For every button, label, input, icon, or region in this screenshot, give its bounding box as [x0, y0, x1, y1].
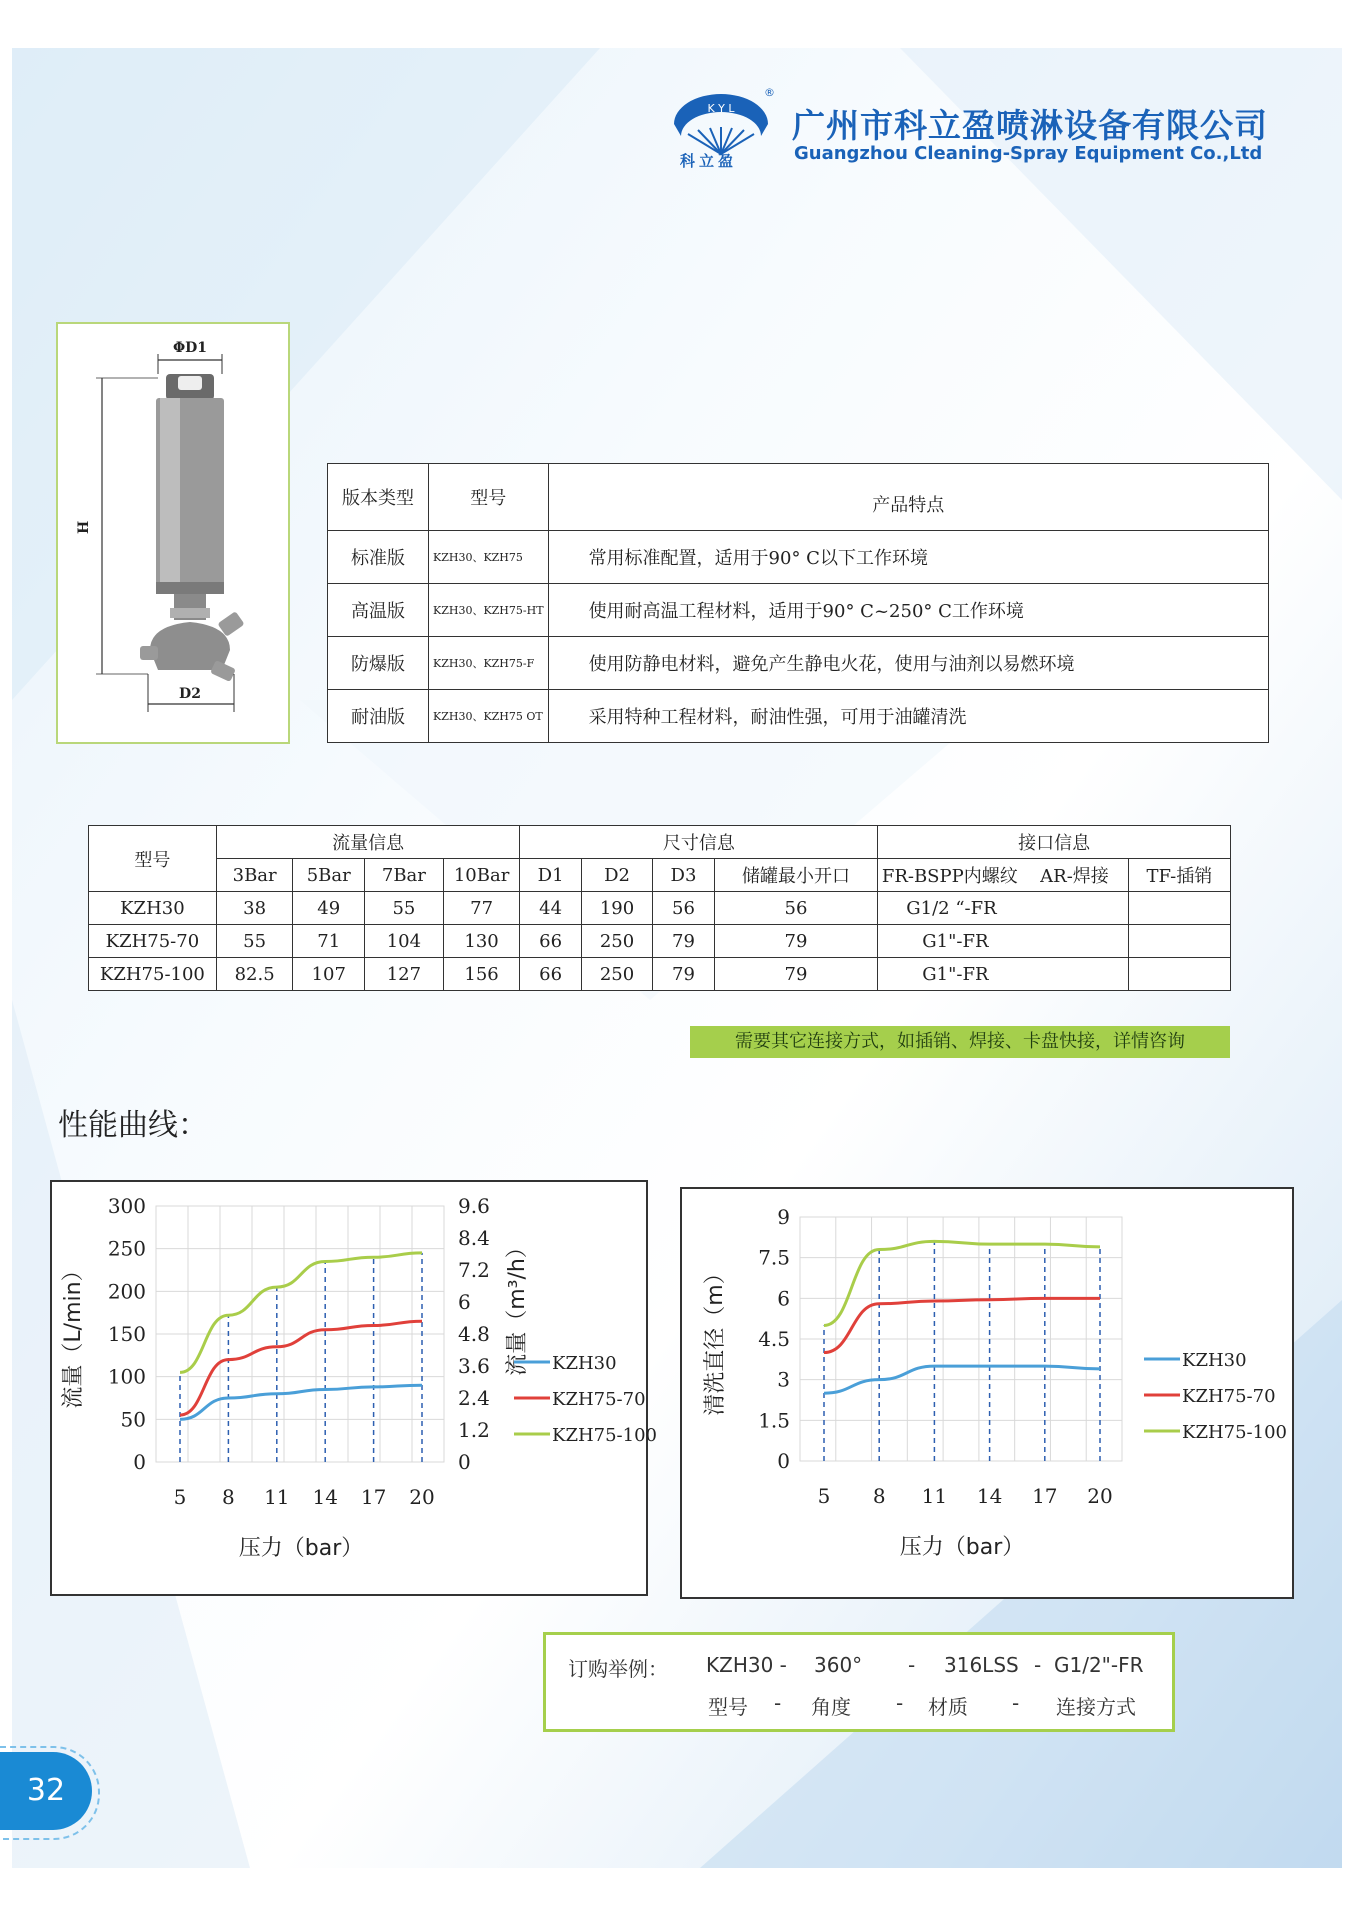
y-tick-label: 7.5: [758, 1245, 790, 1270]
spec-cell: 79: [714, 958, 878, 991]
y-tick-label: 50: [120, 1407, 146, 1432]
sub-header-cell: AR-焊接: [1021, 859, 1128, 892]
version-feature: 采用特种工程材料，耐油性强，可用于油罐清洗: [548, 690, 1268, 743]
legend-label: KZH30: [1182, 1350, 1247, 1371]
port-header: 接口信息: [878, 826, 1231, 859]
order-caption: -: [896, 1691, 904, 1715]
spec-cell: 66: [520, 958, 581, 991]
diameter-chart: [682, 1189, 1292, 1597]
x-tick-label: 14: [312, 1485, 338, 1509]
spec-cell: 107: [293, 958, 365, 991]
y2-tick-label: 9.6: [458, 1194, 490, 1218]
x-tick-label: 17: [1032, 1484, 1058, 1508]
table-header-row: [328, 464, 1269, 531]
spec-port-tf: [1128, 892, 1230, 925]
y-tick-label: 0: [777, 1449, 790, 1473]
company-name-en: Guangzhou Cleaning-Spray Equipment Co.,Ltd: [794, 143, 1263, 164]
spec-cell: 49: [293, 892, 365, 925]
sub-header-cell: 7Bar: [365, 859, 444, 892]
spec-cell: 38: [216, 892, 293, 925]
x-tick-label: 5: [817, 1484, 831, 1508]
y-tick-label: 6: [777, 1286, 790, 1311]
y-tick-label: 1.5: [758, 1408, 790, 1433]
y-tick-label: 300: [107, 1194, 146, 1218]
spec-port-fr: G1"-FR: [878, 925, 1128, 958]
series-line-kzh30: [180, 1385, 422, 1419]
svg-text:®: ®: [764, 86, 775, 99]
series-line-kzh75-100: [180, 1253, 422, 1372]
order-caption: 角度: [811, 1695, 851, 1719]
x-tick-label: 20: [409, 1485, 435, 1509]
y2-axis-label: 流量（m³/h）: [505, 1236, 530, 1376]
table-row: [328, 690, 1269, 743]
spec-cell: 190: [581, 892, 653, 925]
y2-tick-label: 0: [458, 1450, 471, 1474]
version-table: [327, 463, 1269, 743]
spec-cell: 66: [520, 925, 581, 958]
flow-chart: [52, 1182, 657, 1594]
x-tick-label: 17: [360, 1485, 387, 1509]
y-axis-label: 清洗直径（m）: [703, 1262, 728, 1416]
y-tick-label: 200: [107, 1279, 146, 1304]
x-tick-label: 11: [264, 1485, 290, 1509]
flow-header: 流量信息: [216, 826, 520, 859]
spec-model: KZH30: [89, 892, 217, 925]
order-caption: 型号: [708, 1695, 748, 1719]
diameter-chart-box: [680, 1187, 1294, 1599]
spec-cell: 55: [216, 925, 293, 958]
y-tick-label: 250: [107, 1236, 146, 1261]
y-axis-label: 流量（L/min）: [61, 1259, 86, 1409]
x-tick-label: 5: [173, 1485, 187, 1509]
flow-chart-box: [50, 1180, 657, 1596]
y2-tick-label: 7.2: [458, 1258, 490, 1282]
spec-cell: 56: [653, 892, 714, 925]
spec-cell: 250: [581, 958, 653, 991]
header-cell: 版本类型: [328, 464, 429, 531]
table-row: [89, 958, 1231, 991]
spec-cell: 250: [581, 925, 653, 958]
version-type: 耐油版: [328, 690, 429, 743]
size-header: 尺寸信息: [520, 826, 878, 859]
spec-model: KZH75-70: [89, 925, 217, 958]
x-tick-label: 8: [872, 1484, 886, 1508]
order-caption: -: [774, 1691, 782, 1715]
version-model: KZH30、KZH75 OT: [429, 690, 549, 743]
y-tick-label: 0: [133, 1450, 146, 1474]
logo-chinese-name: 科立盈: [680, 152, 738, 170]
y-tick-label: 3: [777, 1367, 790, 1392]
spec-cell: 79: [653, 958, 714, 991]
version-model: KZH30、KZH75: [429, 531, 549, 584]
table-sub-header-row: [89, 859, 1231, 892]
dim-d2-label: D2: [179, 686, 201, 702]
version-type: 标准版: [328, 531, 429, 584]
table-row: [328, 637, 1269, 690]
spec-port-tf: [1128, 925, 1230, 958]
table-row: [89, 925, 1231, 958]
y2-tick-label: 3.6: [458, 1354, 490, 1378]
x-tick-label: 8: [222, 1485, 235, 1509]
order-angle: 360°: [814, 1653, 863, 1677]
header-cell: 产品特点: [548, 464, 1268, 531]
sub-header-cell: D2: [581, 859, 653, 892]
series-line-kzh75-70: [824, 1298, 1100, 1352]
x-tick-label: 14: [976, 1484, 1003, 1508]
legend-label: KZH75-70: [552, 1389, 646, 1410]
legend-label: KZH75-100: [552, 1425, 657, 1446]
spec-cell: 82.5: [216, 958, 293, 991]
spec-cell: 44: [520, 892, 581, 925]
order-caption: 材质: [928, 1695, 968, 1719]
legend-label: KZH75-100: [1182, 1422, 1287, 1443]
order-connection: G1/2"-FR: [1054, 1653, 1144, 1677]
version-model: KZH30、KZH75-F: [429, 637, 549, 690]
sub-header-cell: D1: [520, 859, 581, 892]
version-type: 高温版: [328, 584, 429, 637]
y2-tick-label: 8.4: [458, 1226, 490, 1250]
spec-port-tf: [1128, 958, 1230, 991]
header-cell: 型号: [429, 464, 549, 531]
spec-cell: 79: [653, 925, 714, 958]
y-tick-label: 150: [107, 1322, 146, 1346]
company-name-cn: 广州市科立盈喷淋设备有限公司: [792, 106, 1268, 145]
version-feature: 常用标准配置，适用于90° C以下工作环境: [548, 531, 1268, 584]
y-tick-label: 9: [777, 1205, 790, 1229]
sub-header-cell: D3: [653, 859, 714, 892]
version-feature: 使用防静电材料，避免产生静电火花，使用与油剂以易燃环境: [548, 637, 1268, 690]
y2-tick-label: 6: [458, 1290, 471, 1314]
table-row: [328, 531, 1269, 584]
dim-h-label: H: [76, 520, 92, 534]
legend-label: KZH75-70: [1182, 1386, 1276, 1407]
version-feature: 使用耐高温工程材料，适用于90° C~250° C工作环境: [548, 584, 1268, 637]
table-row: [328, 584, 1269, 637]
spec-port-fr: G1/2 “-FR: [878, 892, 1128, 925]
svg-text:K Y L: K Y L: [707, 102, 735, 115]
spec-cell: 79: [714, 925, 878, 958]
spec-cell: 104: [365, 925, 444, 958]
spec-cell: 71: [293, 925, 365, 958]
dim-d1-label: ΦD1: [172, 340, 208, 356]
x-axis-label: 压力（bar）: [899, 1535, 1025, 1560]
order-label: 订购举例：: [568, 1657, 668, 1681]
order-caption: -: [1012, 1691, 1020, 1715]
spec-cell: 156: [443, 958, 520, 991]
order-material: 316LSS: [944, 1653, 1019, 1677]
sub-header-cell: 10Bar: [443, 859, 520, 892]
spec-cell: 56: [714, 892, 878, 925]
spec-cell: 130: [443, 925, 520, 958]
series-line-kzh75-100: [824, 1241, 1100, 1325]
spec-port-fr: G1"-FR: [878, 958, 1128, 991]
spec-table: [88, 825, 1231, 991]
order-sep: -: [1034, 1653, 1042, 1677]
sub-header-cell: FR-BSPP内螺纹: [878, 859, 1022, 892]
spec-model: KZH75-100: [89, 958, 217, 991]
x-tick-label: 20: [1087, 1484, 1113, 1508]
order-sep: -: [908, 1653, 916, 1677]
model-header: 型号: [89, 826, 217, 892]
section-title: 性能曲线：: [58, 1108, 208, 1143]
spec-cell: 55: [365, 892, 444, 925]
y2-tick-label: 4.8: [458, 1322, 490, 1346]
order-caption: 连接方式: [1056, 1695, 1136, 1719]
y-tick-label: 100: [107, 1364, 146, 1389]
product-drawing: [56, 322, 290, 744]
x-axis-label: 压力（bar）: [238, 1536, 364, 1561]
spec-cell: 77: [443, 892, 520, 925]
y2-tick-label: 2.4: [458, 1386, 490, 1410]
x-tick-label: 11: [921, 1484, 948, 1508]
legend-label: KZH30: [552, 1353, 617, 1374]
order-example: [543, 1632, 1175, 1732]
table-group-header-row: [89, 826, 1231, 859]
y2-tick-label: 1.2: [458, 1418, 490, 1442]
version-model: KZH30、KZH75-HT: [429, 584, 549, 637]
y-tick-label: 4.5: [758, 1327, 790, 1351]
sub-header-cell: 3Bar: [216, 859, 293, 892]
nozzle-schematic: [58, 324, 288, 742]
table-row: [89, 892, 1231, 925]
spec-cell: 127: [365, 958, 444, 991]
order-model: KZH30 -: [706, 1653, 787, 1677]
version-type: 防爆版: [328, 637, 429, 690]
page-number: 32: [0, 1752, 92, 1830]
sub-header-cell: TF-插销: [1128, 859, 1230, 892]
sub-header-cell: 储罐最小开口: [714, 859, 878, 892]
sub-header-cell: 5Bar: [293, 859, 365, 892]
connection-note: 需要其它连接方式，如插销、焊接、卡盘快接，详情咨询: [690, 1026, 1230, 1058]
